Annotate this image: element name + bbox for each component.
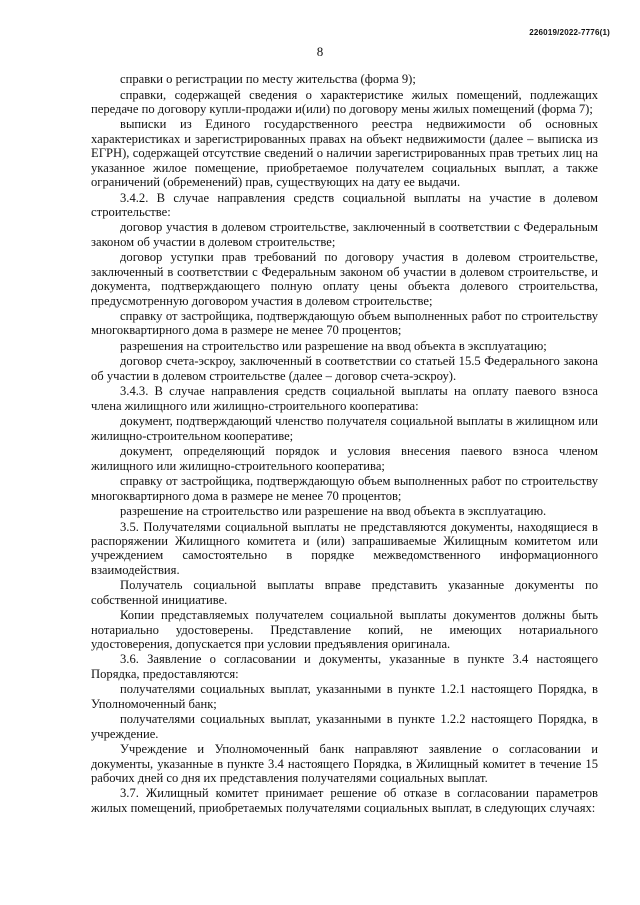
paragraph: документ, определяющий порядок и условия внесения паевого взноса членом жилищного или жилищно-строительного кооператива; [91, 444, 598, 473]
paragraph: Копии представляемых получателем социальной выплаты документов должны быть нотариально удостоверены. Представление копий, не имеющих нотариального удостоверения, допускается при условии предъявления оригинала. [91, 608, 598, 651]
document-body [91, 72, 598, 816]
paragraph: 3.7. Жилищный комитет принимает решение об отказе в согласовании параметров жилых помещений, приобретаемых получателями социальных выплат, в следующих случаях: [91, 786, 598, 815]
document-number: 226019/2022-7776(1) [529, 28, 610, 37]
paragraph: договор уступки прав требований по договору участия в долевом строительстве, заключенный в соответствии с Федеральным законом об участии в долевом строительстве, и документа, подтверждающего полную оплату цены объекта долевого строительства, предусмотренную договором участия в долевом строительстве; [91, 250, 598, 308]
paragraph: Получатель социальной выплаты вправе представить указанные документы по собственной инициативе. [91, 578, 598, 607]
page-number: 8 [316, 44, 324, 59]
paragraph: разрешение на строительство или разрешение на ввод объекта в эксплуатацию. [120, 504, 547, 518]
paragraph: справки о регистрации по месту жительства (форма 9); [120, 72, 416, 86]
paragraph: получателями социальных выплат, указанными в пункте 1.2.1 настоящего Порядка, в Уполномоченный банк; [91, 682, 598, 711]
paragraph: разрешения на строительство или разрешение на ввод объекта в эксплуатацию; [120, 338, 547, 353]
paragraph: справки, содержащей сведения о характеристике жилых помещений, подлежащих передаче по договору купли-продажи и(или) по договору мены жилых помещений (форма 7); [91, 87, 598, 116]
paragraph: договор счета-эскроу, заключенный в соответствии со статьей 15.5 Федерального закона об участии в долевом строительстве (далее – договор счета-эскроу). [91, 354, 598, 383]
paragraph: справку от застройщика, подтверждающую объем выполненных работ по строительству многоквартирного дома в размере не менее 70 процентов; [91, 474, 598, 503]
paragraph: 3.6. Заявление о согласовании и документы, указанные в пункте 3.4 настоящего Порядка, предоставляются: [91, 652, 598, 681]
paragraph: документ, подтверждающий членство получателя социальной выплаты в жилищном или жилищно-строительном кооперативе; [91, 414, 598, 443]
paragraph: договор участия в долевом строительстве, заключенный в соответствии с Федеральным законом об участии в долевом строительстве; [91, 220, 598, 249]
paragraph: 3.5. Получателями социальной выплаты не представляются документы, находящиеся в распоряжении Жилищного комитета и (или) запрашиваемые Жилищным комитетом или учреждением самостоятельно в порядке межведомственного информационного взаимодействия. [91, 519, 598, 577]
paragraph: 3.4.3. В случае направления средств социальной выплаты на оплату паевого взноса члена жилищного или жилищно-строительного кооператива: [91, 384, 598, 413]
paragraph: получателями социальных выплат, указанными в пункте 1.2.2 настоящего Порядка, в учреждение. [91, 712, 598, 741]
paragraph: справку от застройщика, подтверждающую объем выполненных работ по строительству многоквартирного дома в размере не менее 70 процентов; [91, 309, 598, 338]
paragraph: 3.4.2. В случае направления средств социальной выплаты на участие в долевом строительстве: [91, 190, 598, 219]
paragraph: Учреждение и Уполномоченный банк направляют заявление о согласовании и документы, указанные в пункте 3.4 настоящего Порядка, в Жилищный комитет в течение 15 рабочих дней со дня их представления получателями социальных выплат. [91, 742, 598, 785]
paragraph: выписки из Единого государственного реестра недвижимости об основных характеристиках и зарегистрированных правах на объект недвижимости (далее – выписка из ЕГРН), содержащей отсутствие сведений о наличии зарегистрированных прав третьих лиц на указанное жилое помещение, приобретаемое получателем социальных выплат, а также ограничений (обременений) прав, существующих на дату ее выдачи. [91, 117, 598, 190]
